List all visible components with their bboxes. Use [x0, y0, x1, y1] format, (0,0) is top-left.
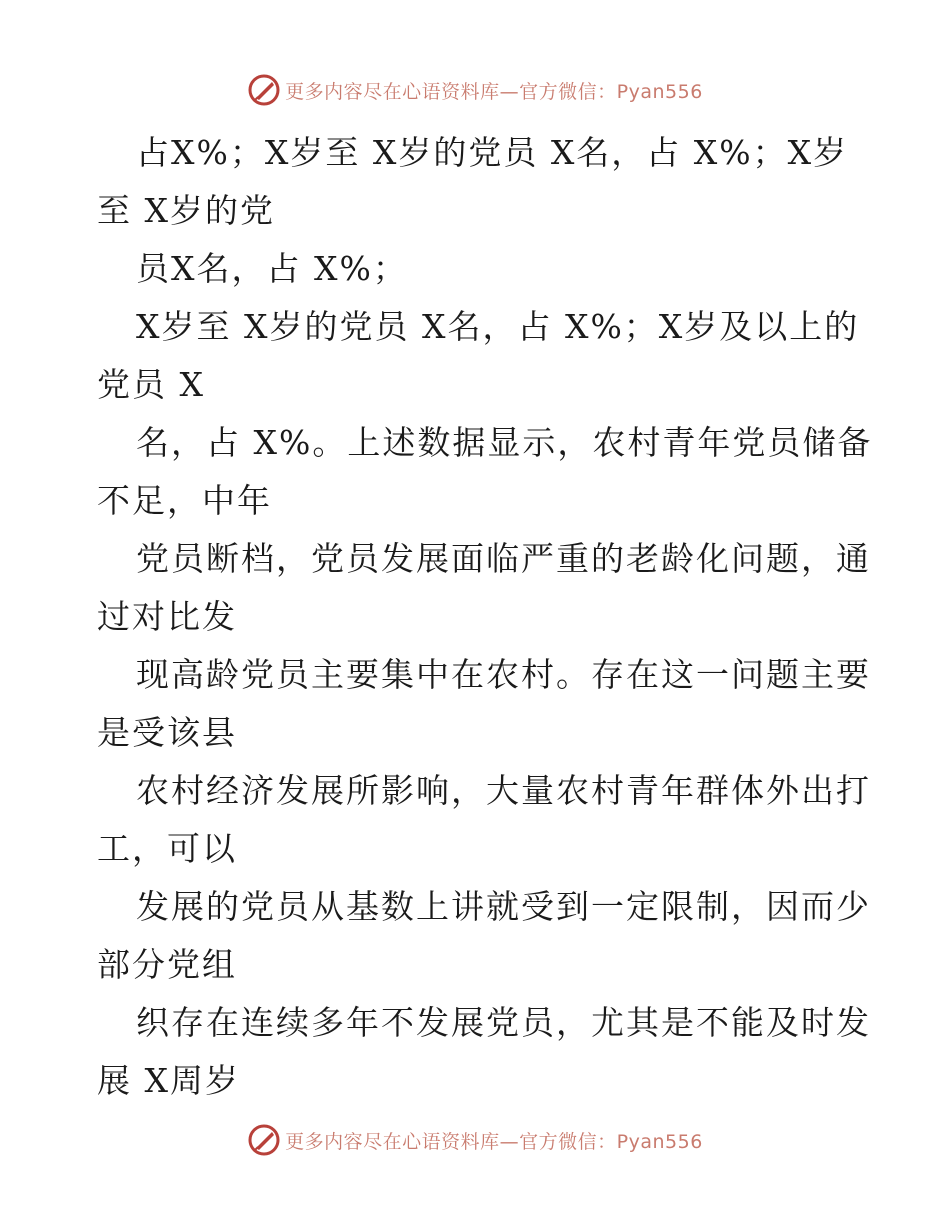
- text-line: 部分党组: [97, 945, 237, 984]
- text-line: 农村经济发展所影响，大量农村青年群体外出打: [136, 771, 871, 810]
- text-line: 织存在连续多年不发展党员，尤其是不能及时发: [136, 1003, 871, 1042]
- footer-watermark: [0, 1120, 950, 1160]
- quill-logo-icon: [247, 1123, 281, 1157]
- text-line: 是受该县: [97, 713, 237, 752]
- text-line: 名，占 X%。上述数据显示，农村青年党员储备: [136, 423, 873, 462]
- text-line: 不足，中年: [97, 481, 272, 520]
- text-line: 发展的党员从基数上讲就受到一定限制，因而少: [136, 887, 871, 926]
- text-line: 至 X岁的党: [97, 191, 275, 230]
- text-line: 过对比发: [97, 597, 237, 636]
- header-watermark: [0, 70, 950, 110]
- quill-logo-icon: [247, 73, 281, 107]
- watermark-text: 更多内容尽在心语资料库—官方微信：Pyan556: [285, 1130, 703, 1153]
- text-line: 占X%；X岁至 X岁的党员 X名，占 X%；X岁: [136, 133, 849, 172]
- text-line: X岁至 X岁的党员 X名，占 X%；X岁及以上的: [136, 307, 860, 346]
- text-line: 展 X周岁: [97, 1061, 240, 1100]
- text-line: 党员 X: [97, 365, 205, 404]
- text-line: 党员断档，党员发展面临严重的老龄化问题，通: [136, 539, 871, 578]
- text-line: 员X名，占 X%；: [136, 249, 408, 288]
- watermark-text: 更多内容尽在心语资料库—官方微信：Pyan556: [285, 80, 703, 103]
- text-line: 工，可以: [97, 829, 237, 868]
- text-line: 现高龄党员主要集中在农村。存在这一问题主要: [136, 655, 871, 694]
